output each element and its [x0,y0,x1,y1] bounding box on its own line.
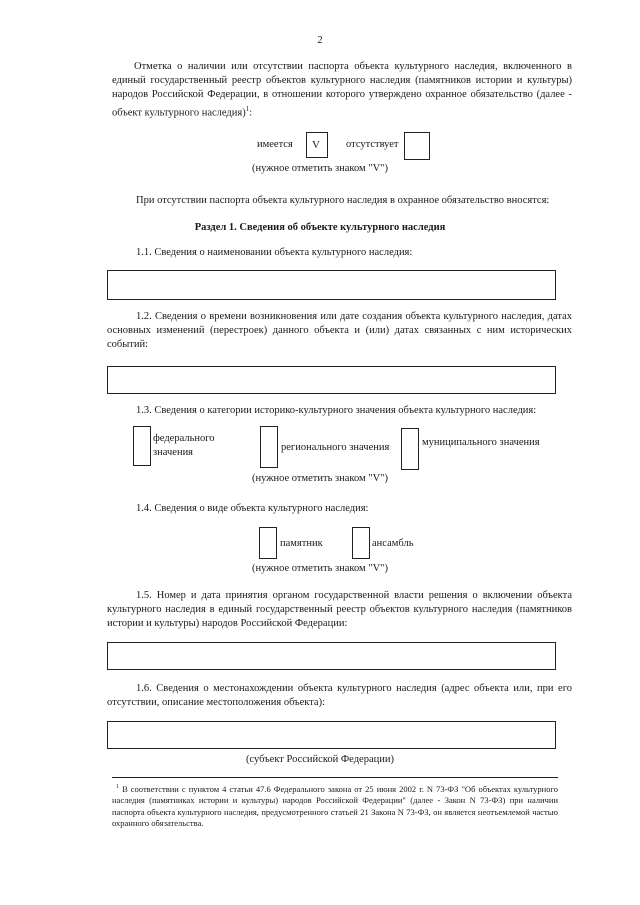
intro-paragraph [112,60,572,121]
q1-3-label: 1.3. Сведения о категории историко-культурного значения объекта культурного наследия: [136,405,537,416]
category-municipal-checkbox[interactable] [401,428,419,470]
footnote-divider [112,777,558,778]
intro-footnote-ref: 1 [245,105,250,113]
q1-1-label: 1.1. Сведения о наименовании объекта культурного наследия: [136,247,413,258]
kind-monument-checkbox[interactable] [259,527,277,559]
q1-5-label: 1.5. Номер и дата принятия органом государственной власти решения о включении объекта культурного наследия в единый государственный реестр объектов культурного наследия (памятников истории и культуры) народов Российской Федерации: [107,590,572,629]
passport-has-label: имеется [257,139,293,150]
q1-2-input[interactable] [107,366,556,394]
kind-ensemble-checkbox[interactable] [352,527,370,559]
category-hint: (нужное отметить знаком "V") [252,473,388,484]
category-municipal-label: муниципального значения [422,437,540,448]
q1-5-input[interactable] [107,642,556,670]
q1-1-input[interactable] [107,270,556,300]
category-federal-label [153,432,215,460]
page-number: 2 [317,35,323,46]
kind-monument-label: памятник [280,538,323,549]
passport-has-mark: V [312,139,320,151]
passport-has-checkbox[interactable] [306,132,328,158]
q1-2-label: 1.2. Сведения о времени возникновения или дате создания объекта культурного наследия, датах основных изменений (перестроек) данного объекта и (или) датах связанных с ним исторических событий: [107,311,572,350]
q1-6-input[interactable] [107,721,556,749]
footnote [112,782,558,830]
passport-absent-checkbox[interactable] [404,132,430,160]
intro-text: Отметка о наличии или отсутствии паспорта объекта культурного наследия, включенного в единый государственный реестр объектов культурного наследия (памятников истории и культуры) народов Российской Федерации, в отношении которого утверждено охранное обязательство (далее - объект культурного наследия) [112,61,572,119]
absence-note: При отсутствии паспорта объекта культурного наследия в охранное обязательство вносятся: [136,195,550,206]
section-1-title: Раздел 1. Сведения об объекте культурного наследия [194,222,446,233]
kind-hint: (нужное отметить знаком "V") [252,563,388,574]
category-federal-checkbox[interactable] [133,426,151,466]
category-regional-checkbox[interactable] [260,426,278,468]
kind-ensemble-label: ансамбль [372,538,414,549]
passport-hint: (нужное отметить знаком "V") [252,163,388,174]
intro-colon: : [249,107,253,119]
footnote-text: В соответствии с пунктом 4 статьи 47.6 Федерального закона от 25 июня 2002 г. N 73-ФЗ "Об объектах культурного наследия (памятниках истории и культуры) народов Российской Федерации" (далее - Закон N 73-ФЗ) при наличии паспорта объекта культурного наследия, предусмотренного статьей 21 Закона N 73-ФЗ, он является неотъемлемой частью охранного обязательства. [112,783,558,829]
category-regional-label: регионального значения [281,442,390,453]
subject-caption: (субъект Российской Федерации) [246,754,394,765]
category-federal-label-line1: федерального [153,433,215,444]
category-federal-label-line2: значения [153,447,194,458]
footnote-mark: 1 [116,784,119,790]
passport-absent-label: отсутствует [346,139,399,150]
q1-6-label: 1.6. Сведения о местонахождении объекта культурного наследия (адрес объекта или, при его отсутствии, описание местоположения объекта): [107,683,572,708]
q1-4-label: 1.4. Сведения о виде объекта культурного наследия: [136,503,369,514]
